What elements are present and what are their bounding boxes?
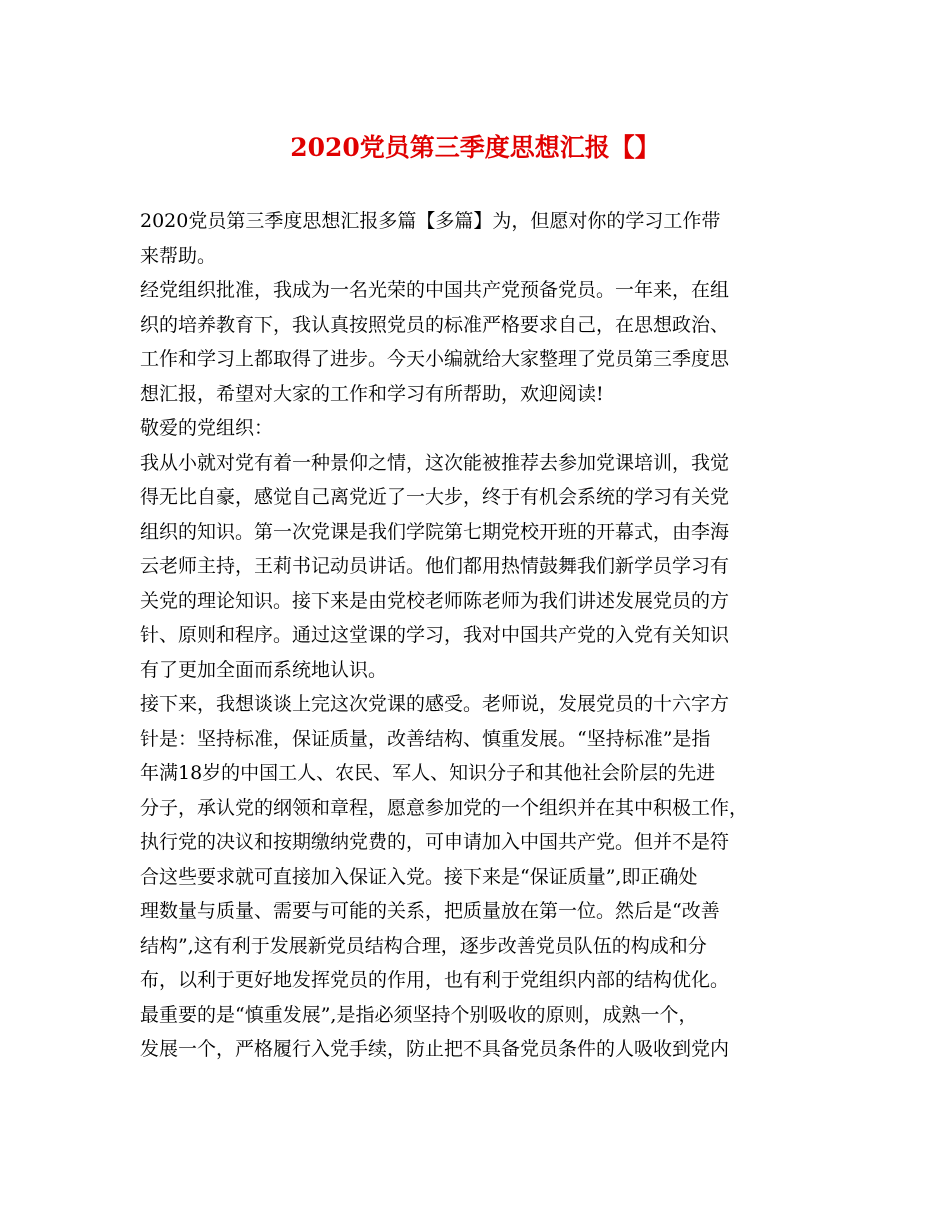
body-line: 分子，承认党的纲领和章程，愿意参加党的一个组织并在其中积极工作，: [140, 796, 749, 819]
body-line: 我从小就对党有着一种景仰之情，这次能被推荐去参加党课培训，我觉: [140, 451, 730, 474]
body-line: 2020党员第三季度思想汇报多篇【多篇】为，但愿对你的学习工作带: [140, 210, 721, 232]
body-line: 接下来，我想谈谈上完这次党课的感受。老师说，发展党员的十六字方: [140, 693, 730, 715]
body-line: 结构”,这有利于发展新党员结构合理，逐步改善党员队伍的构成和分: [140, 934, 707, 957]
document-title: 2020党员第三季度思想汇报【】: [290, 133, 660, 162]
body-line: 合这些要求就可直接加入保证入党。接下来是“保证质量”,即正确处: [140, 865, 698, 888]
body-line: 织的培养教育下，我认真按照党员的标准严格要求自己，在思想政治、: [140, 313, 730, 336]
body-line: 组织的知识。第一次党课是我们学院第七期党校开班的开幕式，由李海: [140, 520, 730, 543]
body-line: 执行党的决议和按期缴纳党费的，可申请加入中国共产党。但并不是符: [140, 831, 730, 853]
body-line: 发展一个，严格履行入党手续，防止把不具备党员条件的人吸收到党内: [140, 1038, 730, 1060]
body-line: 经党组织批准，我成为一名光荣的中国共产党预备党员。一年来，在组: [140, 279, 730, 301]
body-line: 想汇报，希望对大家的工作和学习有所帮助，欢迎阅读!: [140, 382, 604, 405]
body-line: 最重要的是“慎重发展”,是指必须坚持个别吸收的原则，成熟一个，: [140, 1003, 698, 1026]
body-line: 敬爱的党组织：: [140, 417, 274, 439]
body-line: 云老师主持，王莉书记动员讲话。他们都用热情鼓舞我们新学员学习有: [140, 555, 730, 577]
body-line: 布，以利于更好地发挥党员的作用，也有利于党组织内部的结构优化。: [140, 969, 730, 991]
body-line: 年满18岁的中国工人、农民、军人、知识分子和其他社会阶层的先进: [140, 762, 716, 784]
body-line: 有了更加全面而系统地认识。: [140, 658, 388, 681]
body-line: 理数量与质量、需要与可能的关系，把质量放在第一位。然后是“改善: [140, 900, 720, 922]
body-line: 得无比自豪，感觉自己离党近了一大步，终于有机会系统的学习有关党: [140, 486, 730, 508]
body-line: 针是：坚持标准，保证质量，改善结构、慎重发展。“坚持标准”是指: [140, 727, 711, 750]
body-line: 针、原则和程序。通过这堂课的学习，我对中国共产党的入党有关知识: [140, 624, 730, 646]
document-body: [140, 204, 820, 1067]
body-line: 来帮助。: [140, 244, 217, 267]
body-line: 关党的理论知识。接下来是由党校老师陈老师为我们讲述发展党员的方: [140, 589, 730, 612]
body-line: 工作和学习上都取得了进步。今天小编就给大家整理了党员第三季度思: [140, 348, 730, 370]
